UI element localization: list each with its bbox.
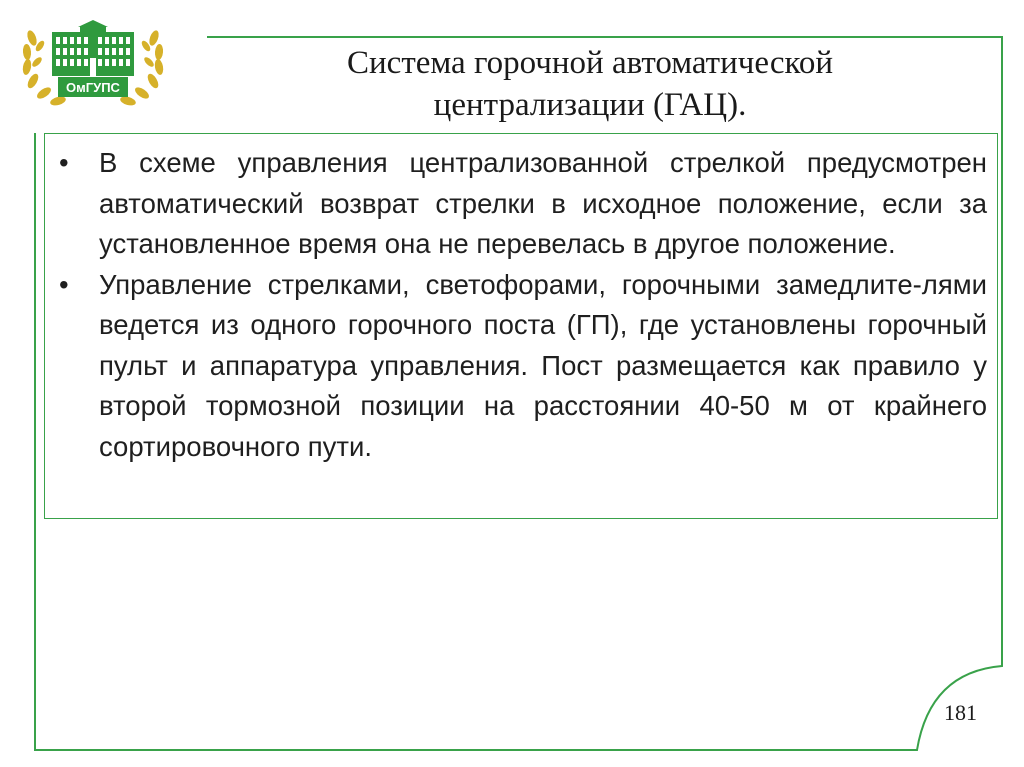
page-number: 181	[944, 700, 977, 725]
bullet-marker: •	[59, 147, 69, 178]
logo-text: ОмГУПС	[66, 80, 120, 95]
bullet-item	[59, 265, 987, 468]
bullet-text: Управление стрелками, светофорами, горочными замедлите-лями ведется из одного горочного поста (ГП), где установлены горочный пульт и аппаратура управления. Пост размещается как правило у второй тормозной позиции на расстоянии 40-50 м от крайнего сортировочного пути.	[99, 268, 987, 462]
university-logo	[18, 18, 168, 110]
content-box	[44, 133, 998, 519]
laurel-wreath-icon	[18, 18, 168, 110]
bullet-text: В схеме управления централизованной стрелкой предусмотрен автоматический возврат стрелки в исходное положение, если за установленное время она не перевелась в другое положение.	[99, 147, 987, 259]
bullet-marker: •	[59, 268, 69, 300]
title-line-1: Система горочной автоматической	[347, 45, 833, 81]
bullet-item	[59, 143, 987, 265]
title-line-2: централизации (ГАЦ).	[433, 87, 747, 123]
building-icon	[52, 20, 134, 76]
slide-title	[250, 42, 930, 126]
bullet-list	[59, 143, 987, 467]
